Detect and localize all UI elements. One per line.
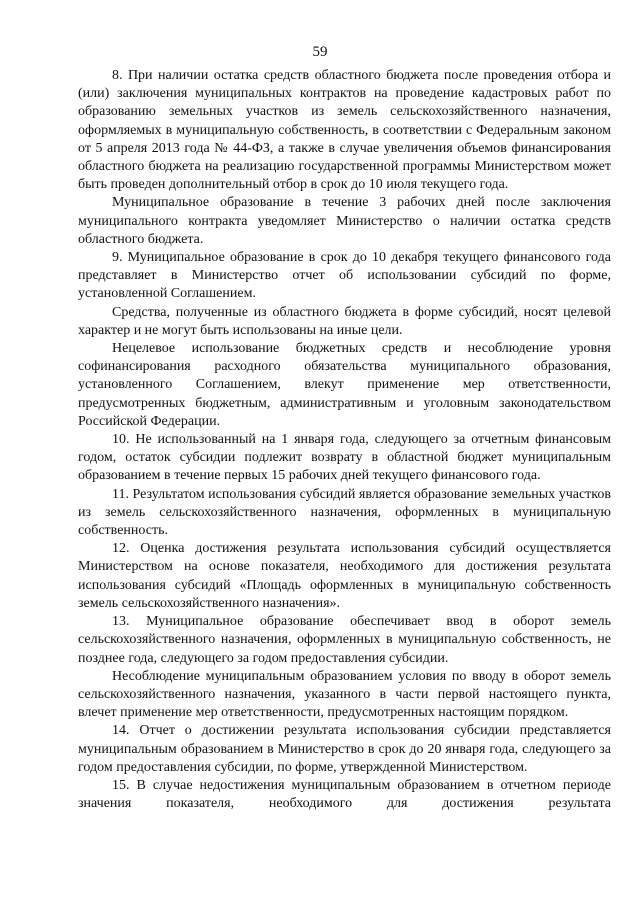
- paragraph-10: 10. Не использованный на 1 января года, следующего за отчетным финансовым годом, остаток субсидии подлежит возврату в областной бюджет муниципальным образованием в течение первых 15 рабочих дней текущего финансового года.: [78, 432, 611, 484]
- paragraph-8-notice: Муниципальное образование в течение 3 рабочих дней после заключения муниципального контракта уведомляет Министерство о наличии остатка средств областного бюджета.: [78, 195, 611, 247]
- paragraph-12: 12. Оценка достижения результата использования субсидий осуществляется Министерством на основе показателя, необходимого для достижения результата использования субсидий «Площадь оформленных в муниципальную собственность земель сельскохозяйственного назначения».: [78, 541, 611, 611]
- paragraph-9-liability: Нецелевое использование бюджетных средств и несоблюдение уровня софинансирования расходного обязательства муниципального образования, установленного Соглашением, влекут применение мер ответственности, предусмотренных бюджетным, административным и уголовным законодательством Российской Федерации.: [78, 341, 611, 429]
- paragraph-9: 9. Муниципальное образование в срок до 10 декабря текущего финансового года представляет в Министерство отчет об использовании субсидий по форме, установленной Соглашением.: [78, 250, 611, 302]
- paragraph-13-liability: Несоблюдение муниципальным образованием условия по вводу в оборот земель сельскохозяйственного назначения, указанного в части первой настоящего пункта, влечет применение мер ответственности, предусмотренных настоящим порядком.: [78, 668, 611, 721]
- paragraph-15: 15. В случае недостижения муниципальным образованием в отчетном периоде значения показателя, необходимого для достижения результата: [78, 777, 611, 812]
- paragraph-8: 8. При наличии остатка средств областного бюджета после проведения отбора и (или) заключения муниципальных контрактов на проведение кадастровых работ по образованию земельных участков из земель сельскохозяйственного назначения, оформляемых в муниципальную собственность, в соответствии с Федеральным законом от 5 апреля 2013 года № 44-ФЗ, а также в случае увеличения объемов финансирования областного бюджета на реализацию государственной программы Министерством может быть проведен дополнительный отбор в срок до 10 июля текущего года.: [78, 68, 611, 193]
- document-body: [78, 67, 611, 813]
- paragraph-11: 11. Результатом использования субсидий является образование земельных участков из земель сельскохозяйственного назначения, оформленных в муниципальную собственность.: [78, 486, 611, 539]
- page-number: 59: [312, 44, 328, 60]
- paragraph-9-purpose: Средства, полученные из областного бюджета в форме субсидий, носят целевой характер и не могут быть использованы на иные цели.: [78, 304, 611, 338]
- paragraph-13: 13. Муниципальное образование обеспечивает ввод в оборот земель сельскохозяйственного назначения, оформленных в муниципальную собственность, не позднее года, следующего за годом предоставления субсидии.: [78, 614, 611, 666]
- paragraph-14: 14. Отчет о достижении результата использования субсидии представляется муниципальным образованием в Министерство в срок до 20 января года, следующего за годом предоставления субсидии, по форме, утвержденной Министерством.: [78, 723, 611, 775]
